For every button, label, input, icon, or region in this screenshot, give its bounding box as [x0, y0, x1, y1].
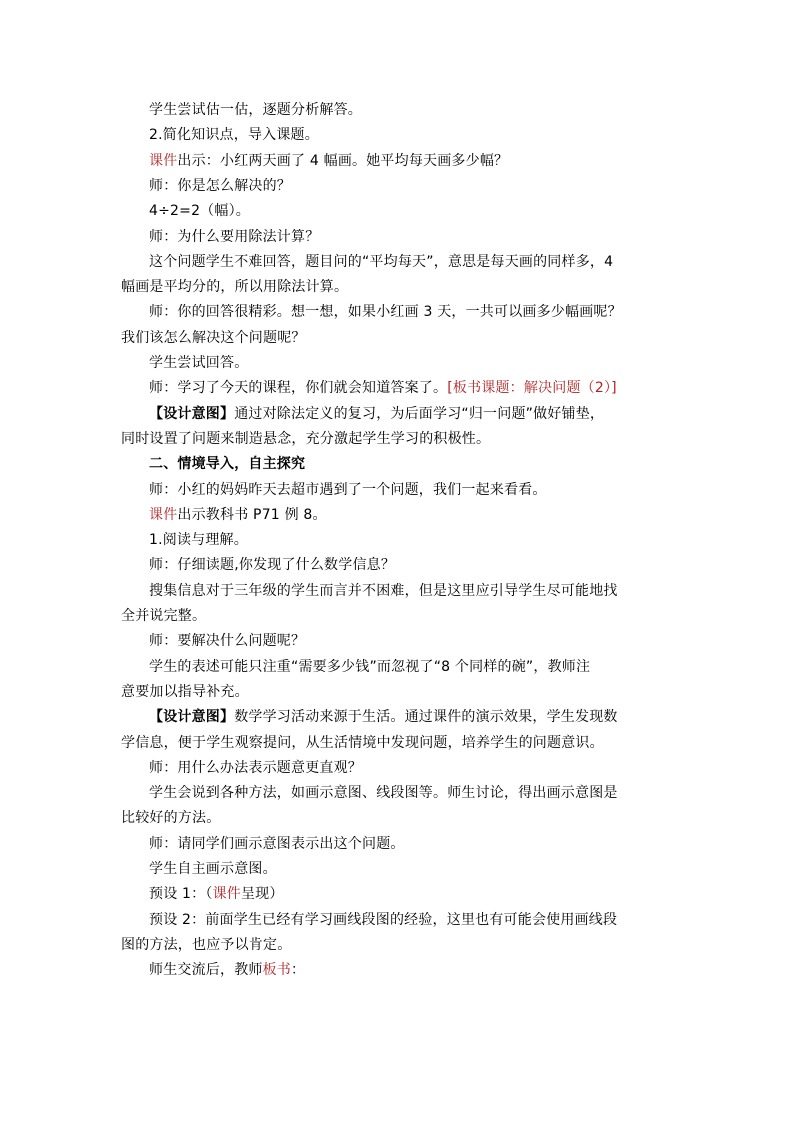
text-line	[121, 326, 306, 350]
text-segment: 呈现）	[240, 886, 284, 903]
text-line	[149, 300, 622, 324]
text-line	[149, 528, 248, 552]
text-line	[149, 882, 284, 906]
text-line	[121, 731, 604, 755]
text-segment: 数学学习活动来源于生活。通过课件的演示效果，学生发现数	[234, 709, 618, 726]
text-segment: 4÷2=2（幅）。	[149, 203, 250, 220]
text-line	[149, 756, 362, 780]
text-line	[149, 149, 508, 173]
text-line	[149, 958, 305, 982]
text-segment: 学生会说到各种方法，如画示意图、线段图等。师生讨论，得出画示意图是	[149, 785, 618, 802]
text-segment: 出示教科书 P71 例 8。	[177, 506, 327, 523]
text-segment: 搜集信息对于三年级的学生而言并不困难，但是这里应引导学生尽可能地找	[149, 582, 618, 599]
text-line	[149, 832, 405, 856]
text-line	[149, 629, 305, 653]
text-line	[121, 427, 490, 451]
text-segment: 图的方法，也应予以肯定。	[121, 936, 292, 953]
text-line	[149, 781, 618, 805]
text-segment: 师：为什么要用除法计算？	[149, 228, 320, 245]
text-segment: 学信息，便于学生观察提问，从生活情境中发现问题，培养学生的问题意识。	[121, 734, 604, 751]
highlight-text: [板书课题：解决问题（2）]	[447, 380, 617, 397]
text-line	[149, 225, 319, 249]
highlight-text: 板书	[262, 962, 292, 979]
text-line	[121, 275, 348, 299]
bold-text: 【设计意图】	[149, 405, 235, 422]
highlight-text: 课件	[149, 152, 178, 169]
text-segment: 预设 2：前面学生已经有学习画线段图的经验，这里也有可能会使用画线段	[149, 911, 618, 928]
text-line	[149, 908, 617, 932]
text-line	[149, 123, 319, 147]
text-line	[149, 402, 604, 426]
highlight-text: 课件	[149, 506, 178, 523]
text-segment: 师：仔细读题,你发现了什么数学信息？	[149, 557, 396, 574]
text-segment: ：	[291, 962, 306, 979]
text-segment: 师：用什么办法表示题意更直观？	[149, 759, 362, 776]
text-line	[149, 553, 395, 577]
text-line	[121, 680, 249, 704]
highlight-text: 课件	[212, 886, 241, 903]
bold-text: 二、情境导入，自主探究	[149, 456, 306, 473]
text-line	[121, 604, 206, 628]
text-segment: 师：学习了今天的课程，你们就会知道答案了。	[149, 380, 448, 397]
text-line	[149, 503, 327, 527]
text-line	[149, 452, 305, 476]
text-line	[149, 705, 618, 729]
text-line	[149, 199, 250, 223]
text-line	[149, 351, 248, 375]
text-segment: 师：请同学们画示意图表示出这个问题。	[149, 835, 405, 852]
text-segment: 师：你的回答很精彩。想一想，如果小红画 3 天，一共可以画多少幅画呢？	[149, 304, 622, 321]
text-segment: 通过对除法定义的复习，为后面学习“归一问题”做好铺垫，	[234, 405, 605, 422]
text-segment: 师：要解决什么问题呢？	[149, 633, 306, 650]
text-segment: 学生尝试估一估，逐题分析解答。	[149, 102, 362, 118]
text-segment: 同时设置了问题来制造悬念，充分激起学生学习的积极性。	[121, 430, 491, 447]
text-segment: 学生的表述可能只注重“需要多少钱”而忽视了“8 个同样的碗”，教师注	[149, 658, 591, 675]
text-line	[149, 174, 291, 198]
text-segment: 预设 1：（	[149, 886, 213, 903]
text-segment: 师生交流后，教师	[149, 962, 263, 979]
text-segment: 我们该怎么解决这个问题呢？	[121, 329, 306, 346]
text-segment: 2.简化知识点，导入课题。	[149, 127, 319, 144]
text-line	[149, 98, 362, 122]
text-segment: 比较好的方法。	[121, 810, 221, 827]
text-segment: 意要加以指导补充。	[121, 683, 249, 700]
text-line	[149, 655, 590, 679]
bold-text: 【设计意图】	[149, 709, 235, 726]
text-line	[149, 376, 617, 400]
text-segment: 1.阅读与理解。	[149, 532, 248, 549]
text-segment: 幅画是平均分的，所以用除法计算。	[121, 279, 349, 296]
text-line	[149, 579, 618, 603]
text-line	[121, 806, 220, 830]
text-segment: 师：你是怎么解决的？	[149, 177, 291, 194]
text-line	[149, 478, 547, 502]
text-segment: 全并说完整。	[121, 608, 207, 624]
text-line	[121, 933, 291, 957]
text-line	[149, 857, 277, 881]
text-segment: 学生自主画示意图。	[149, 861, 277, 877]
text-segment: 出示：小红两天画了 4 幅画。她平均每天画多少幅？	[177, 152, 509, 169]
text-line	[149, 250, 613, 274]
text-segment: 这个问题学生不难回答，题目问的“平均每天”，意思是每天画的同样多，4	[149, 253, 614, 270]
text-segment: 学生尝试回答。	[149, 355, 249, 371]
text-segment: 师：小红的妈妈昨天去超市遇到了一个问题，我们一起来看看。	[149, 481, 547, 498]
